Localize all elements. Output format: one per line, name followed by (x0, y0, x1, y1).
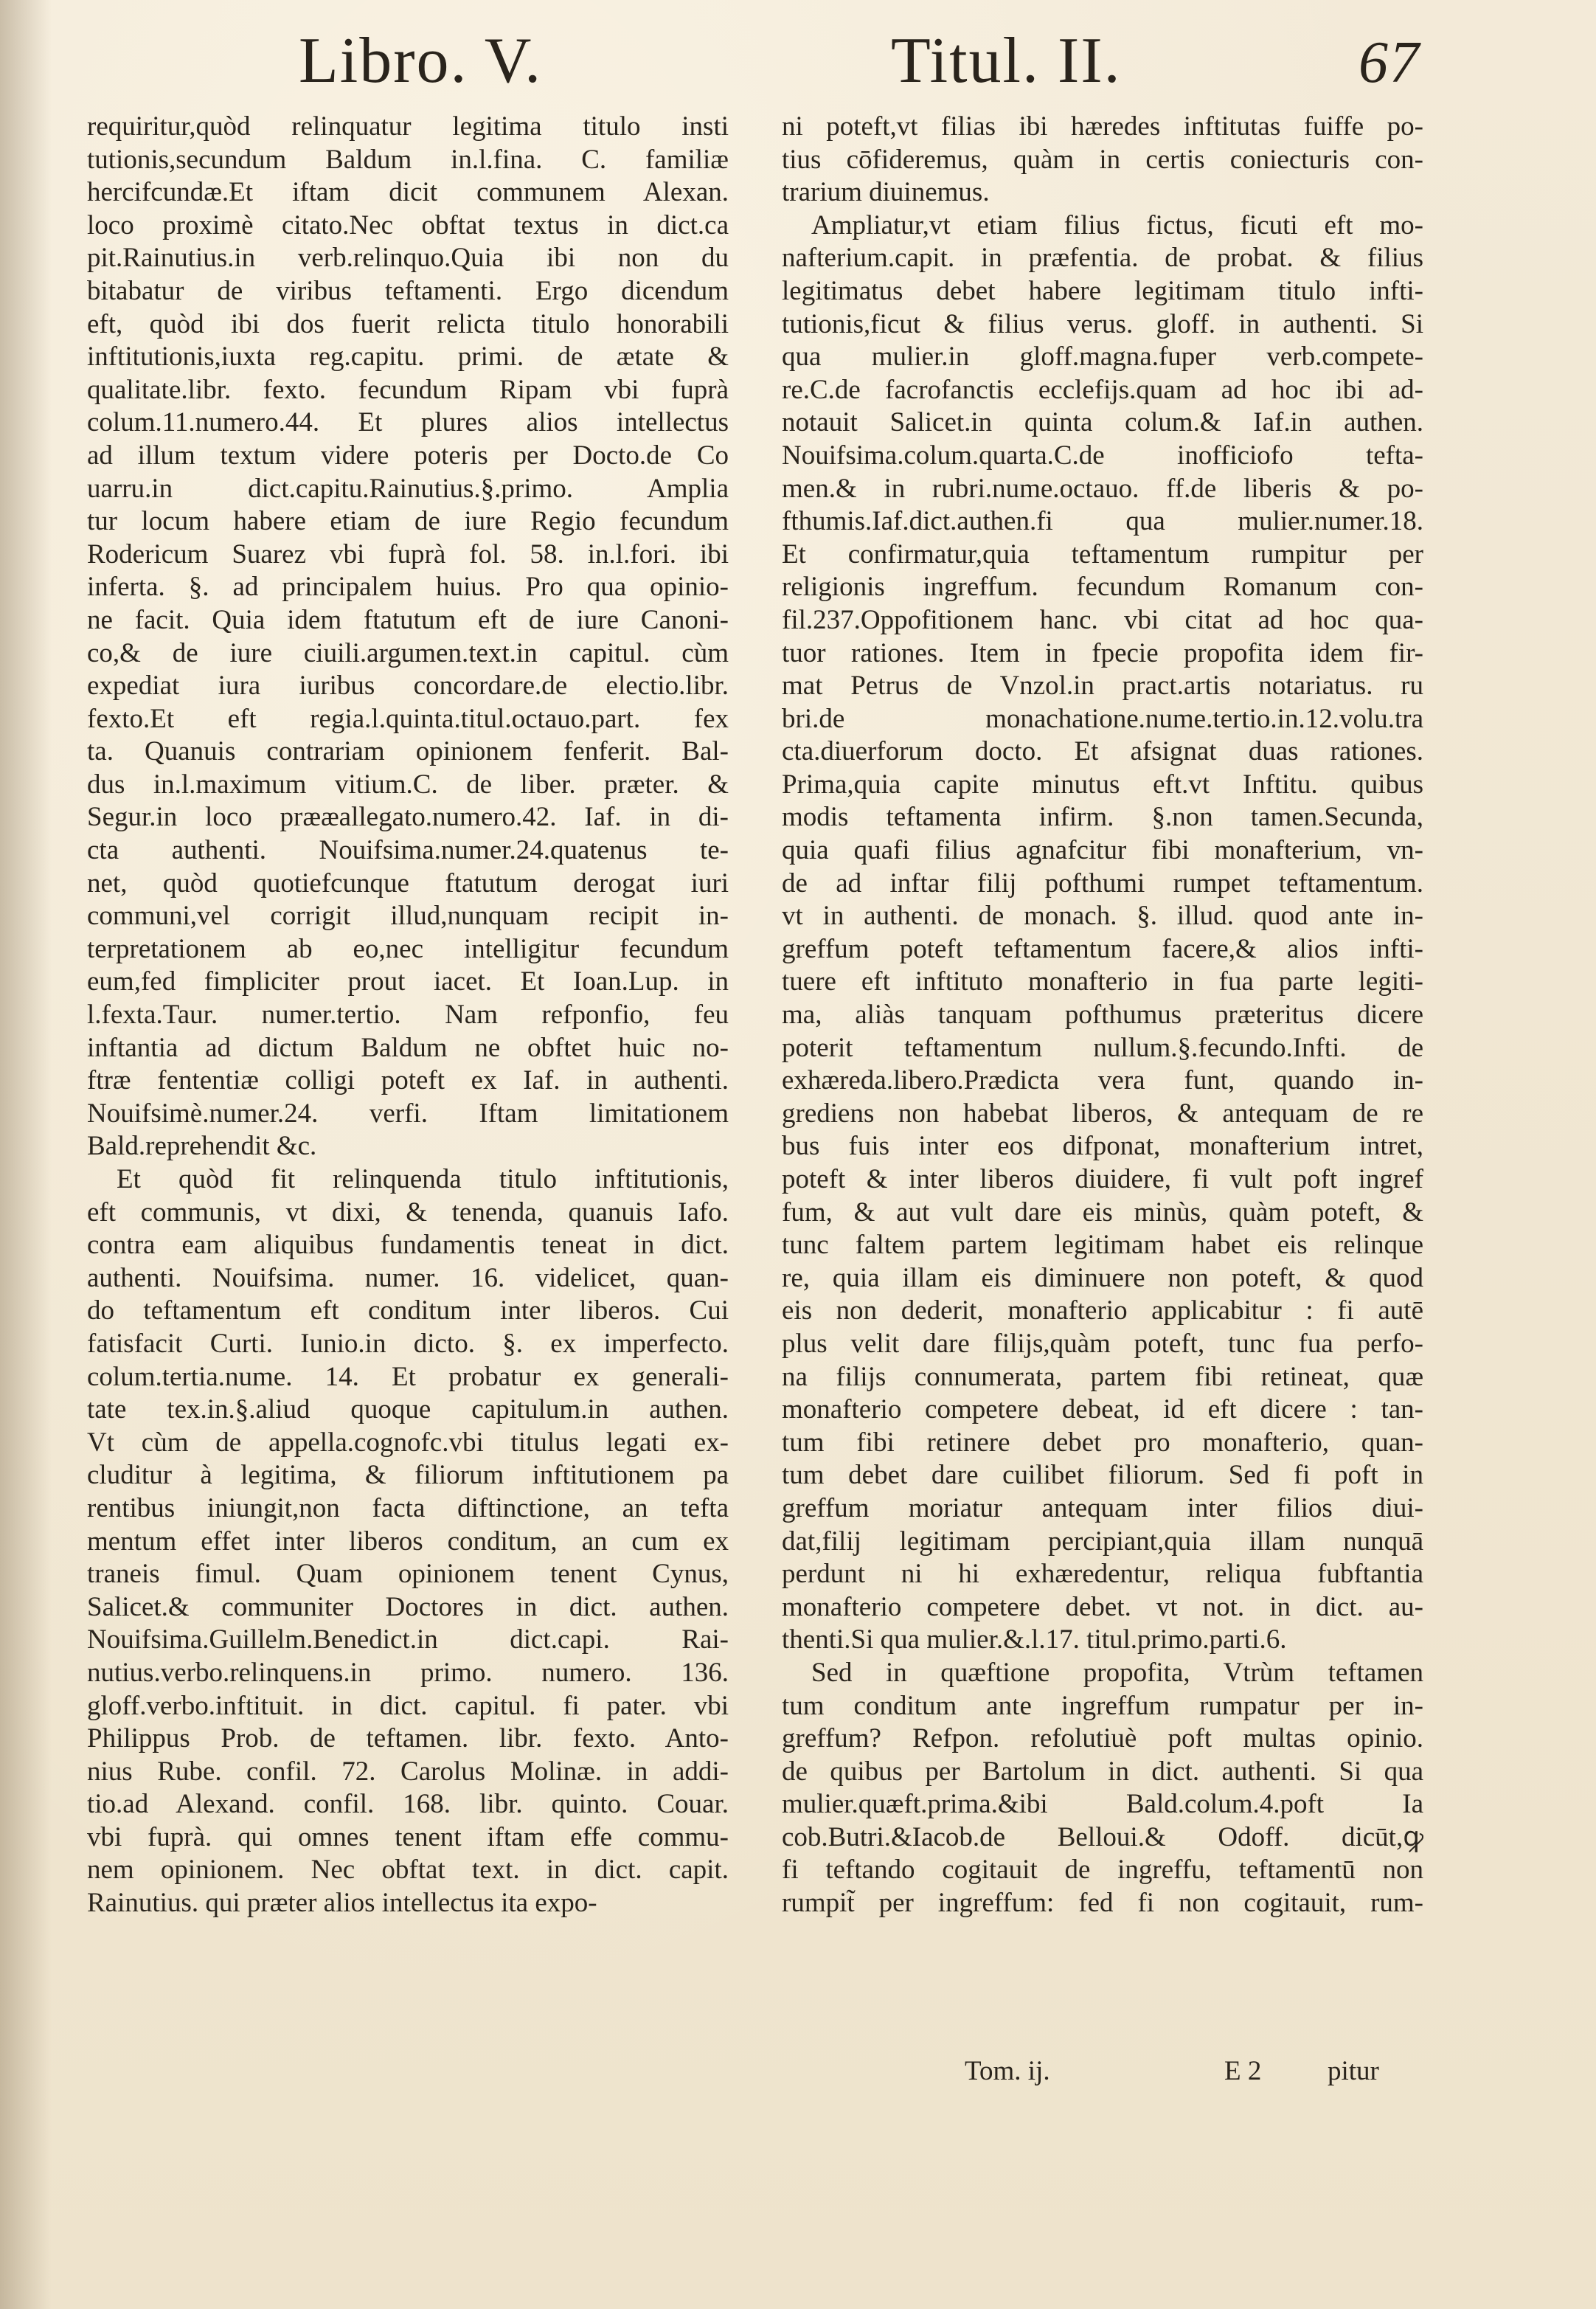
text-line: tum conditum ante ingreffum rumpatur per in- (782, 1690, 1423, 1721)
text-line: thenti.Si qua mulier.&.l.17. titul.primo.parti.6. (782, 1624, 1287, 1655)
text-line: inftantia ad dictum Baldum ne obftet huic no- (87, 1032, 729, 1063)
text-line: mulier.quæft.prima.&ibi Bald.colum.4.poft Ia (782, 1789, 1423, 1820)
text-line: notauit Salicet.in quinta colum.& Iaf.in authen. (782, 407, 1423, 438)
text-line: qua mulier.in gloff.magna.fuper verb.compete- (782, 342, 1423, 373)
text-line: Et confirmatur,quia teftamentum rumpitur per (782, 539, 1423, 570)
text-line: colum.tertia.nume. 14. Et probatur ex generali- (87, 1361, 729, 1392)
text-line: bri.de monachatione.nume.tertio.in.12.volu.tra (782, 703, 1423, 734)
text-line: gloff.verbo.inftituit. in dict. capitul. fi pater. vbi (87, 1690, 729, 1721)
text-line: Segur.in loco prææallegato.numero.42. Iaf. in di- (87, 802, 729, 833)
text-line: fexto.Et eft regia.l.quinta.titul.octauo.part. fex (87, 703, 729, 734)
text-line: rumpit̃ per ingreffum: fed fi non cogitauit, rum- (782, 1888, 1423, 1919)
text-line: terpretationem ab eo,nec intelligitur fecundum (87, 933, 729, 964)
text-line: modis teftamenta infirm. §.non tamen.Secunda, (782, 802, 1423, 833)
text-line: do teftamentum eft conditum inter liberos. Cui (87, 1295, 729, 1326)
text-line: Et quòd fit relinquenda titulo inftitutionis, (117, 1164, 729, 1194)
text-line: dus in.l.maximum vitium.C. de liber. præter. & (87, 769, 729, 800)
text-line: tate tex.in.§.aliud quoque capitulum.in authen. (87, 1394, 729, 1425)
text-line: tuor rationes. Item in fpecie propofita idem fir- (782, 637, 1423, 668)
text-line: traneis fimul. Quam opinionem tenent Cynus, (87, 1559, 729, 1590)
text-line: tius cōfideremus, quàm in certis coniecturis con- (782, 144, 1423, 175)
text-line: poterit teftamentum nullum.§.fecundo.Infti. de (782, 1032, 1423, 1063)
left-text-column (87, 111, 729, 1920)
page-footer (782, 2055, 1423, 2092)
page-number: 67 (1359, 30, 1420, 95)
text-line: vt in authenti. de monach. §. illud. quod ante in- (782, 901, 1423, 932)
text-line: tio.ad Alexand. confil. 168. libr. quinto. Couar. (87, 1789, 729, 1820)
text-line: greffum poteft teftamentum facere,& alios infti- (782, 933, 1423, 964)
text-line: Philippus Prob. de teftamen. libr. fexto. Anto- (87, 1723, 729, 1754)
text-line: eft communis, vt dixi, & tenenda, quanuis Iafo. (87, 1197, 729, 1228)
text-line: tutionis,secundum Baldum in.l.fina. C. familiæ (87, 144, 729, 175)
running-header (0, 15, 1596, 96)
text-line: Vt cùm de appella.cognofc.vbi titulus legati ex- (87, 1427, 729, 1458)
text-line: uarru.in dict.capitu.Rainutius.§.primo. Amplia (87, 473, 729, 504)
text-line: religionis ingreffum. fecundum Romanum con- (782, 572, 1423, 603)
text-line: inferta. §. ad principalem huius. Pro qua opinio- (87, 572, 729, 603)
text-line: plus velit dare filijs,quàm poteft, tunc fua perfo- (782, 1328, 1423, 1359)
text-line: loco proximè citato.Nec obftat textus in dict.ca (87, 210, 729, 240)
text-line: fil.237.Oppofitionem hanc. vbi citat ad hoc qua- (782, 604, 1423, 635)
text-line: Sed in quæftione propofita, Vtrùm teftamen (811, 1657, 1423, 1688)
text-line: monafterio competere debet. vt not. in dict. au- (782, 1591, 1423, 1622)
text-line: co,& de iure ciuili.argumen.text.in capitul. cùm (87, 637, 729, 668)
text-line: tuere eft inftituto monafterio in fua parte legiti- (782, 966, 1423, 997)
text-line: fatisfacit Curti. Iunio.in dicto. §. ex imperfecto. (87, 1328, 729, 1359)
text-line: requiritur,quòd relinquatur legitima titulo insti (87, 111, 729, 142)
text-line: tum fibi retinere debet pro monafterio, quan- (782, 1427, 1423, 1458)
text-line: rentibus iniungit,non facta diftinctione, an tefta (87, 1492, 729, 1523)
text-line: bus fuis inter eos difponat, monafterium intret, (782, 1131, 1423, 1162)
text-line: eis non dederit, monafterio applicabitur : fi autē (782, 1295, 1423, 1326)
text-line: ftræ fententiæ colligi poteft ex Iaf. in authenti. (87, 1065, 729, 1096)
text-line: Bald.reprehendit &c. (87, 1131, 317, 1162)
text-line: greffum moriatur antequam inter filios diui- (782, 1492, 1423, 1523)
text-line: fthumis.Iaf.dict.authen.fi qua mulier.numer.18. (782, 506, 1423, 537)
text-line: quia quafi filius agnafcitur fibi monafterium, vn- (782, 835, 1423, 866)
text-line: Nouifsima.colum.quarta.C.de inofficiofo tefta- (782, 440, 1423, 471)
gutter-shadow (0, 0, 52, 2309)
text-line: fi teftando cogitauit de ingreffu, teftamentū non (782, 1855, 1423, 1886)
text-line: legitimatus debet habere legitimam titulo infti- (782, 275, 1423, 306)
text-line: dat,filij legitimam percipiant,quia illam nunquā (782, 1526, 1423, 1557)
text-line: fum, & aut vult dare eis minùs, quàm poteft, & (782, 1197, 1423, 1228)
text-line: hercifcundæ.Et iftam dicit communem Alexan. (87, 177, 729, 208)
header-title: Titul. II. (891, 25, 1122, 97)
text-line: tum debet dare cuilibet filiorum. Sed fi poft in (782, 1460, 1423, 1491)
catchword: pitur (1328, 2056, 1379, 2086)
text-line: authenti. Nouifsima. numer. 16. videlicet, quan- (87, 1262, 729, 1293)
footer-tome: Tom. ij. (965, 2056, 1050, 2086)
text-line: Nouifsima.Guillelm.Benedict.in dict.capi. Rai- (87, 1624, 729, 1655)
text-line: nutius.verbo.relinquens.in primo. numero. 136. (87, 1657, 729, 1688)
text-line: Nouifsimè.numer.24. verfi. Iftam limitationem (87, 1098, 729, 1129)
text-line: eft, quòd ibi dos fuerit relicta titulo honorabili (87, 308, 729, 339)
text-line: nafterium.capit. in præfentia. de probat. & filius (782, 243, 1423, 274)
text-line: colum.11.numero.44. Et plures alios intellectus (87, 407, 729, 438)
text-line: communi,vel corrigit illud,nunquam recipit in- (87, 901, 729, 932)
text-line: perdunt ni hi exhæredentur, reliqua fubftantia (782, 1559, 1423, 1590)
text-line: Prima,quia capite minutus eft.vt Inftitu. quibus (782, 769, 1423, 800)
text-line: na filijs connumerata, partem fibi retineat, quæ (782, 1361, 1423, 1392)
text-line: de ad inftar filij pofthumi rumpet teftamentum. (782, 868, 1423, 899)
text-line: cluditur à legitima, & filiorum inftitutionem pa (87, 1460, 729, 1491)
text-line: tur locum habere etiam de iure Regio fecundum (87, 506, 729, 537)
text-line: contra eam aliquibus fundamentis teneat in dict. (87, 1230, 729, 1261)
text-line: eum,fed fimpliciter prout iacet. Et Ioan.Lup. in (87, 966, 729, 997)
text-line: greffum? Refpon. refolutiuè poft multas opinio. (782, 1723, 1423, 1754)
text-line: ni poteft,vt filias ibi hæredes inftitutas fuiffe po- (782, 111, 1423, 142)
text-line: ne facit. Quia idem ftatutum eft de iure Canoni- (87, 604, 729, 635)
text-line: tunc faltem partem legitimam habet eis relinque (782, 1230, 1423, 1261)
text-line: l.fexta.Taur. numer.tertio. Nam refponfio, feu (87, 1000, 729, 1031)
text-line: re, quia illam eis diminuere non poteft, & quod (782, 1262, 1423, 1293)
text-line: tutionis,ficut & filius verus. gloff. in authenti. Si (782, 308, 1423, 339)
text-line: exhæreda.libero.Prædicta vera funt, quando in- (782, 1065, 1423, 1096)
text-line: expediat iura iuribus concordare.de electio.libr. (87, 671, 729, 702)
text-line: cta.diuerforum docto. Et afsignat duas rationes. (782, 736, 1423, 767)
text-line: mat Petrus de Vnzol.in pract.artis notariatus. ru (782, 671, 1423, 702)
text-line: de quibus per Bartolum in dict. authenti. Si qua (782, 1756, 1423, 1787)
text-line: Rainutius. qui præter alios intellectus ita expo- (87, 1888, 597, 1919)
header-book: Libro. V. (299, 25, 543, 97)
text-line: qualitate.libr. fexto. fecundum Ripam vbi fuprà (87, 374, 729, 405)
text-line: poteft & inter liberos diuidere, fi vult poft ingref (782, 1164, 1423, 1194)
text-line: re.C.de facrofanctis ecclefijs.quam ad hoc ibi ad- (782, 374, 1423, 405)
text-line: Rodericum Suarez vbi fuprà fol. 58. in.l.fori. ibi (87, 539, 729, 570)
text-line: ad illum textum videre poteris per Docto.de Co (87, 440, 729, 471)
text-line: cta authenti. Nouifsima.numer.24.quatenus te- (87, 835, 729, 866)
text-line: bitabatur de viribus teftamenti. Ergo dicendum (87, 275, 729, 306)
signature-mark: E 2 (1224, 2056, 1262, 2086)
text-line: men.& in rubri.nume.octauo. ff.de liberis & po- (782, 473, 1423, 504)
text-line: Ampliatur,vt etiam filius fictus, ficuti eft mo- (811, 210, 1423, 240)
text-line: trarium diuinemus. (782, 177, 990, 208)
text-line: monafterio competere debeat, id eft dicere : tan- (782, 1394, 1423, 1425)
text-line: ma, aliàs tanquam pofthumus præteritus dicere (782, 1000, 1423, 1031)
text-line: ta. Quanuis contrariam opinionem fenferit. Bal- (87, 736, 729, 767)
text-line: nius Rube. confil. 72. Carolus Molinæ. in addi- (87, 1756, 729, 1787)
text-line: grediens non habebat liberos, & antequam de re (782, 1098, 1423, 1129)
text-line: Salicet.& communiter Doctores in dict. authen. (87, 1591, 729, 1622)
right-text-column (782, 111, 1423, 1920)
text-line: mentum effet inter liberos conditum, an cum ex (87, 1526, 729, 1557)
text-line: cob.Butri.&Iacob.de Belloui.& Odoff. dicūt,ꝙ (782, 1821, 1423, 1852)
text-line: vbi fuprà. qui omnes tenent iftam effe commu- (87, 1821, 729, 1852)
text-line: net, quòd quotiefcunque ftatutum derogat iuri (87, 868, 729, 899)
text-line: nem opinionem. Nec obftat text. in dict. capit. (87, 1855, 729, 1886)
text-line: inftitutionis,iuxta reg.capitu. primi. de ætate & (87, 342, 729, 373)
text-line: pit.Rainutius.in verb.relinquo.Quia ibi non du (87, 243, 729, 274)
